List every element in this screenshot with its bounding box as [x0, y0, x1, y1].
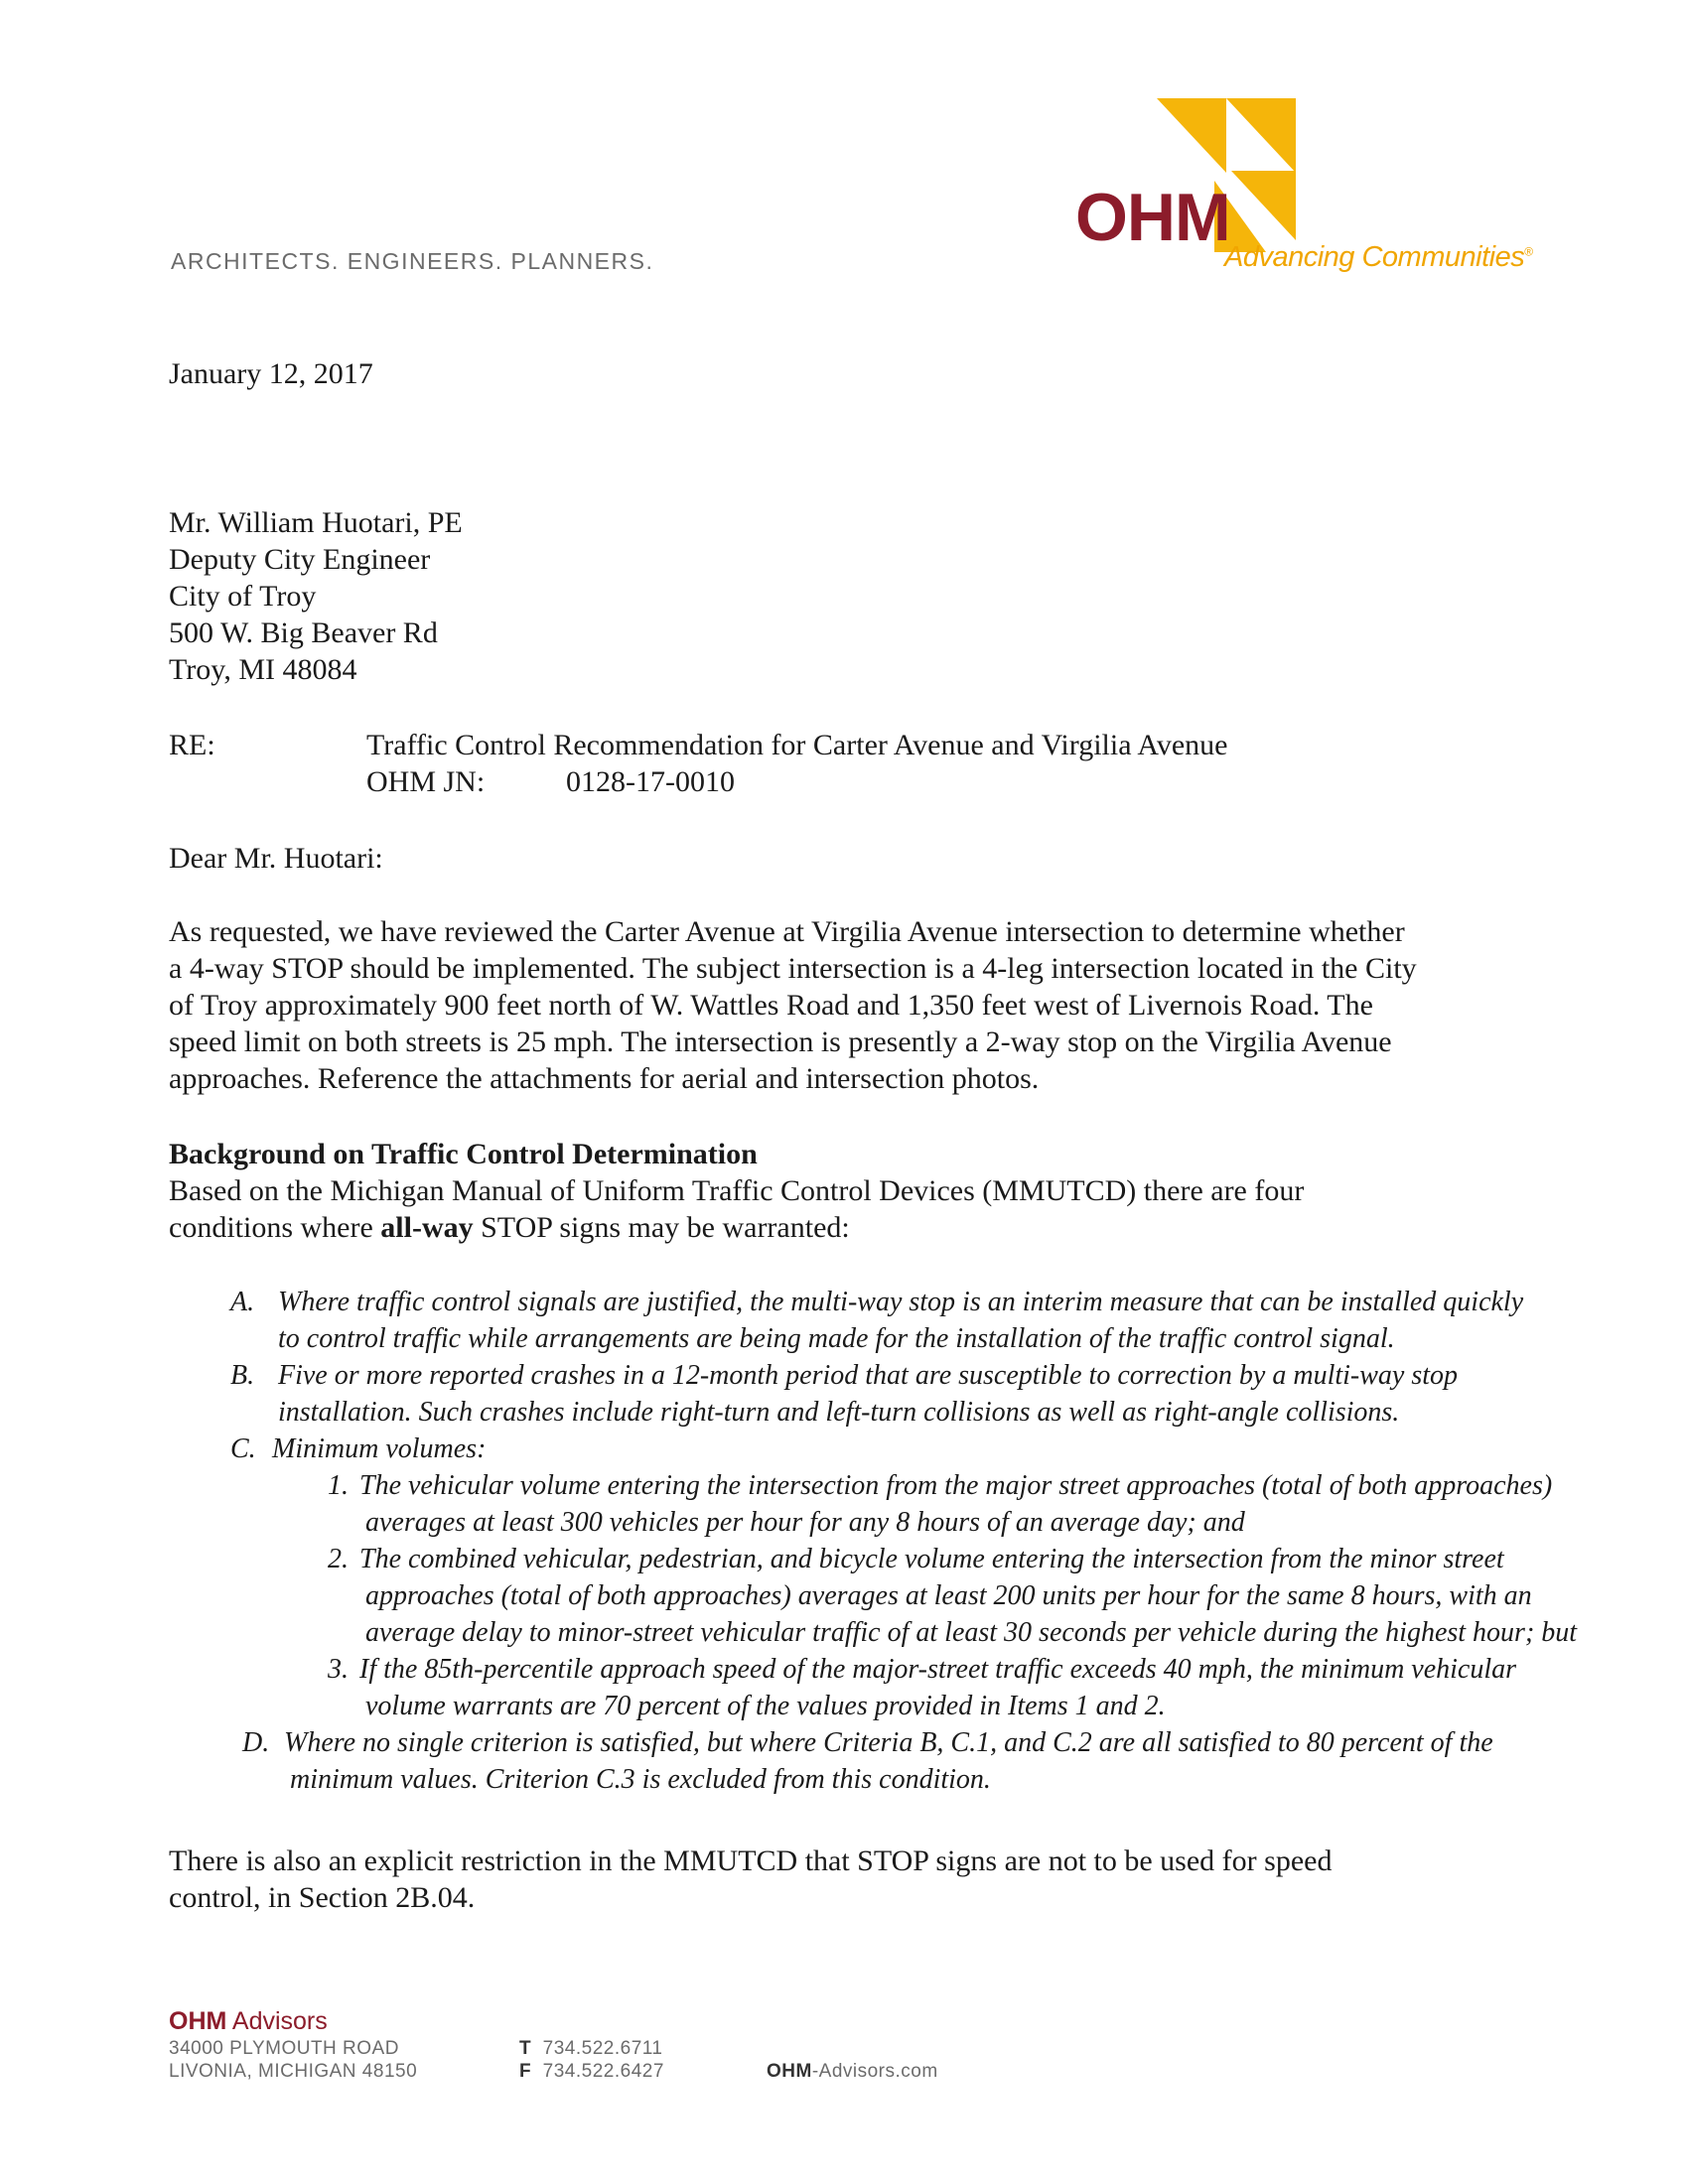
criterion-b-line: Five or more reported crashes in a 12-month period that are susceptible to correction by a multi-way stop: [278, 1360, 1459, 1391]
criterion-a-line: to control traffic while arrangements are being made for the installation of the traffic control signal.: [278, 1323, 1395, 1354]
section-heading: Background on Traffic Control Determination: [169, 1138, 758, 1170]
job-number-value: 0128-17-0010: [566, 765, 735, 798]
job-number-label: OHM JN:: [366, 765, 486, 798]
paragraph-line: control, in Section 2B.04.: [169, 1881, 476, 1914]
criterion-d-line: Where no single criterion is satisfied, but where Criteria B, C.1, and C.2 are all satisfied to 80 percent of the: [284, 1727, 1493, 1758]
background-paragraph: [169, 1172, 1304, 1246]
criterion-b-marker: B.: [230, 1360, 255, 1391]
criterion-a-marker: A.: [230, 1287, 255, 1317]
paragraph-line: a 4-way STOP should be implemented. The subject intersection is a 4-leg intersection located in the City: [169, 952, 1417, 985]
criterion-d-marker: D.: [242, 1727, 270, 1758]
criterion-c2-marker: 2.: [328, 1544, 349, 1574]
criterion-c2-line: The combined vehicular, pedestrian, and bicycle volume entering the intersection from the minor street: [359, 1544, 1504, 1574]
criterion-c-title: Minimum volumes:: [272, 1433, 487, 1464]
intro-paragraph: [169, 913, 1519, 1097]
criterion-b-line: installation. Such crashes include right-turn and left-turn collisions as well as right-angle collisions.: [278, 1397, 1400, 1428]
footer-phone-fax: [519, 2037, 664, 2083]
recipient-address: [169, 504, 463, 688]
recipient-line: Troy, MI 48084: [169, 653, 357, 686]
paragraph-line: conditions where all-way STOP signs may be warranted:: [169, 1211, 850, 1244]
logo-wordmark: OHM: [1075, 180, 1230, 255]
logo-slogan: Advancing Communities®: [1224, 241, 1533, 273]
emphasis-all-way: all-way: [380, 1211, 474, 1244]
recipient-line: Deputy City Engineer: [169, 543, 431, 576]
letter-date: January 12, 2017: [169, 357, 373, 390]
footer-address-line: 34000 PLYMOUTH ROAD: [169, 2038, 399, 2059]
criterion-c3-line: If the 85th-percentile approach speed of the major-street traffic exceeds 40 mph, the minimum vehicular: [359, 1654, 1517, 1685]
recipient-line: City of Troy: [169, 580, 317, 613]
footer-fax: F 734.522.6427: [519, 2061, 664, 2082]
criterion-c-marker: C.: [230, 1433, 256, 1464]
footer-address: [169, 2037, 417, 2083]
footer-address-line: LIVONIA, MICHIGAN 48150: [169, 2061, 418, 2082]
recipient-line: Mr. William Huotari, PE: [169, 506, 463, 539]
letterhead-tagline: ARCHITECTS. ENGINEERS. PLANNERS.: [171, 248, 654, 274]
criterion-c2-line: average delay to minor-street vehicular traffic of at least 30 seconds per vehicle during the highest hour; but: [365, 1617, 1578, 1648]
footer-website-link[interactable]: OHM-Advisors.com: [767, 2061, 938, 2082]
re-label: RE:: [169, 729, 215, 761]
paragraph-line: Based on the Michigan Manual of Uniform Traffic Control Devices (MMUTCD) there are four: [169, 1174, 1305, 1207]
paragraph-line: As requested, we have reviewed the Carter Avenue at Virgilia Avenue intersection to determine whether: [169, 915, 1405, 948]
paragraph-line: speed limit on both streets is 25 mph. The intersection is presently a 2-way stop on the Virgilia Avenue: [169, 1025, 1392, 1058]
paragraph-line: There is also an explicit restriction in the MMUTCD that STOP signs are not to be used for speed: [169, 1844, 1333, 1877]
criterion-c1-line: averages at least 300 vehicles per hour for any 8 hours of an average day; and: [365, 1507, 1245, 1538]
criterion-c3-marker: 3.: [328, 1654, 349, 1685]
salutation: Dear Mr. Huotari:: [169, 842, 383, 875]
footer-phone: T 734.522.6711: [519, 2038, 663, 2059]
criterion-c1-marker: 1.: [328, 1470, 349, 1501]
criterion-c1-line: The vehicular volume entering the intersection from the major street approaches (total of both approaches): [359, 1470, 1553, 1501]
criterion-c3-line: volume warrants are 70 percent of the values provided in Items 1 and 2.: [365, 1691, 1166, 1721]
criterion-d-line: minimum values. Criterion C.3 is excluded from this condition.: [290, 1764, 991, 1795]
re-subject: Traffic Control Recommendation for Carter Avenue and Virgilia Avenue: [366, 729, 1228, 761]
paragraph-line: of Troy approximately 900 feet north of W. Wattles Road and 1,350 feet west of Livernois Road. The: [169, 989, 1373, 1022]
criterion-c2-line: approaches (total of both approaches) averages at least 200 units per hour for the same 8 hours, with an: [365, 1580, 1532, 1611]
criterion-a-line: Where traffic control signals are justified, the multi-way stop is an interim measure that can be installed quickly: [278, 1287, 1524, 1317]
recipient-line: 500 W. Big Beaver Rd: [169, 616, 438, 649]
paragraph-line: approaches. Reference the attachments for aerial and intersection photos.: [169, 1062, 1040, 1095]
footer-company-name: OHM Advisors: [169, 2007, 328, 2035]
closing-paragraph: [169, 1843, 1332, 1916]
